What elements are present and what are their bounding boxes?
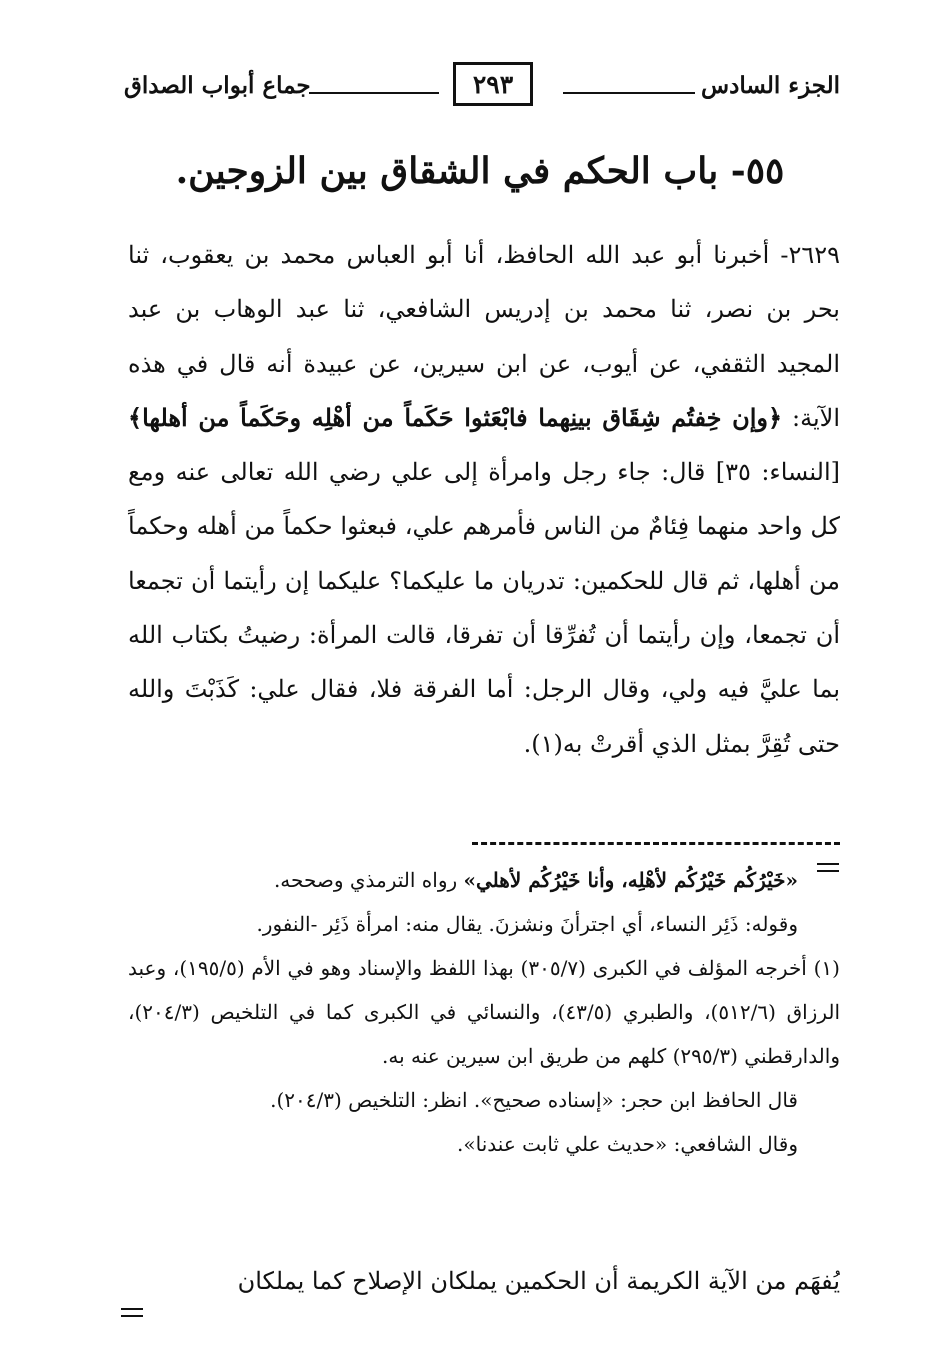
hadith-paragraph: [128, 228, 840, 771]
footnote-continuation: يُفهَم من الآية الكريمة أن الحكمين يملكان الإصلاح كما يملكان: [237, 1267, 840, 1295]
page-header: [124, 62, 840, 110]
footnote-line: وقوله: ذَئِر النساء، أي اجترأنَ ونشزنَ. يقال منه: امرأة ذَئِر -النفور.: [256, 912, 798, 936]
hadith-text: [النساء: ٣٥] قال: جاء رجل وامرأة إلى علي رضي الله تعالى عنه ومع كل واحد منهما فِئامٌ من الناس فأمرهم علي، فبعثوا حكماً من أهله وحكماً من أهلها، ثم قال للحكمين: تدريان ما عليكما؟ عليكما إن رأيتما أن تجمعا أن تجمعا، وإن رأيتما أن تُفرِّقا أن تفرقا، قالت المرأة: رضيتُ بكتاب الله بما عليَّ فيه ولي، وقال الرجل: أما الفرقة فلا، فقال علي: كَذَبْتَ والله حتى تُقِرَّ بمثل الذي أقرتْ به(١).: [128, 458, 841, 758]
header-rule-right: [563, 92, 695, 94]
page-number-box: [453, 62, 533, 106]
footnote-line: [128, 858, 840, 902]
header-volume: الجزء السادس: [701, 72, 840, 99]
hadith-quote: «خَيْرُكُم خَيْرُكُم لأهْلِه، وأنا خَيْرُكُم لأهلي»: [463, 868, 798, 892]
footnotes: [128, 858, 840, 1166]
continuation-mark: [121, 1308, 143, 1317]
header-rule-left: [309, 92, 439, 94]
footnote-line: قال الحافظ ابن حجر: «إسناده صحيح». انظر: التلخيص (٢٠٤/٣).: [270, 1088, 798, 1112]
hadith-quote-source: رواه الترمذي وصححه.: [273, 868, 464, 892]
chapter-title: ٥٥- باب الحكم في الشقاق بين الزوجين.: [175, 150, 785, 192]
footnote-line: وقال الشافعي: «حديث علي ثابت عندنا».: [457, 1132, 798, 1156]
header-section: جماع أبواب الصداق: [124, 72, 311, 99]
footnote-1: (١) أخرجه المؤلف في الكبرى (٣٠٥/٧) بهذا اللفظ والإسناد وهو في الأم (١٩٥/٥)، وعبد الرزاق (٥١٢/٦)، والطبري (٤٣/٥)، والنسائي في الكبرى كما في التلخيص (٢٠٤/٣)، والدارقطني (٢٩٥/٣) كلهم من طريق ابن سيرين عنه به.: [128, 956, 841, 1068]
hadith-intro: ٢٦٢٩- أخبرنا أبو عبد الله الحافظ، أنا أبو العباس محمد بن يعقوب، ثنا بحر بن نصر، ثنا محمد بن إدريس الشافعي، ثنا عبد الوهاب بن عبد المجيد الثقفي، عن أيوب، عن ابن سيرين، عن عبيدة أنه قال في هذه الآية:: [128, 241, 840, 432]
page-number: ٢٩٣: [472, 70, 514, 99]
quran-verse: ﴿وإن خِفتُم شِقَاق بينِهما فابْعَثوا حَكَماً من أهْلِه وحَكَماً من أهلها﴾: [128, 402, 783, 432]
footnote-separator: [472, 842, 840, 845]
